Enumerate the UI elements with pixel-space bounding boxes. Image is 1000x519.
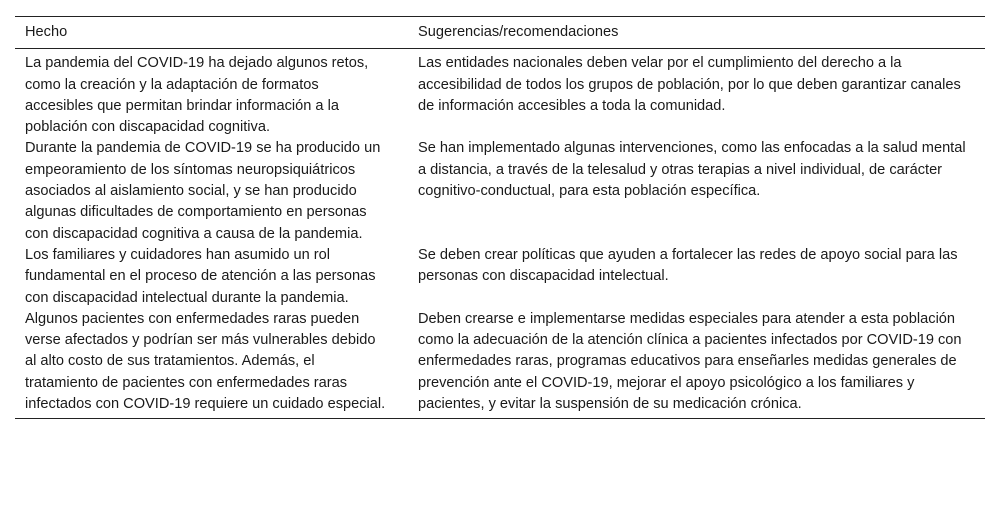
- header-row: [15, 17, 985, 49]
- cell-hecho: Los familiares y cuidadores han asumido un rol fundamental en el proceso de atención a las personas con discapacidad intelectual durante la pandemia.: [25, 246, 376, 306]
- cell-sugerencia: Se deben crear políticas que ayuden a fortalecer las redes de apoyo social para las personas con discapacidad intelectual.: [418, 246, 958, 285]
- facts-recommendations-table: [15, 16, 985, 419]
- cell-sugerencia: Las entidades nacionales deben velar por el cumplimiento del derecho a la accesibilidad de todos los grupos de población, por lo que deben garantizar canales de información accesibles a toda la comunidad.: [418, 55, 961, 114]
- table-row: [15, 245, 985, 309]
- cell-hecho: Durante la pandemia de COVID-19 se ha producido un empeoramiento de los síntomas neuropsiquiátricos asociados al aislamiento social, y se han producido algunas dificultades de comportamiento en personas con discapacidad cognitiva a causa de la pandemia.: [25, 140, 381, 242]
- header-sugerencias: Sugerencias/recomendaciones: [418, 24, 619, 40]
- table-row: [15, 49, 985, 139]
- table-header: [15, 17, 985, 49]
- header-hecho: Hecho: [25, 24, 68, 40]
- table-row: [15, 138, 985, 244]
- facts-recommendations-table-container: [15, 16, 985, 419]
- cell-hecho: Algunos pacientes con enfermedades raras pueden verse afectados y podrían ser más vulnerables debido al alto costo de sus tratamientos. Además, el tratamiento de pacientes con enfermedades raras infectados con COVID-19 requiere un cuidado especial.: [25, 310, 386, 413]
- table-body: [15, 49, 985, 419]
- cell-hecho: La pandemia del COVID-19 ha dejado algunos retos, como la creación y la adaptación de formatos accesibles que permitan brindar información a la población con discapacidad cognitiva.: [25, 55, 369, 136]
- cell-sugerencia: Se han implementado algunas intervenciones, como las enfocadas a la salud mental a distancia, a través de la telesalud y otras terapias a nivel individual, de carácter cognitivo-conductual, para esta población específica.: [418, 140, 966, 200]
- cell-sugerencia: Deben crearse e implementarse medidas especiales para atender a esta población como la adecuación de la atención clínica a pacientes infectados por COVID-19 con enfermedades raras, programas educativos para enseñarles medidas generales de prevención ante el COVID-19, mejorar el apoyo psicológico a los familiares y pacientes, y evitar la suspensión de su medicación crónica.: [418, 310, 962, 413]
- table-row: [15, 309, 985, 419]
